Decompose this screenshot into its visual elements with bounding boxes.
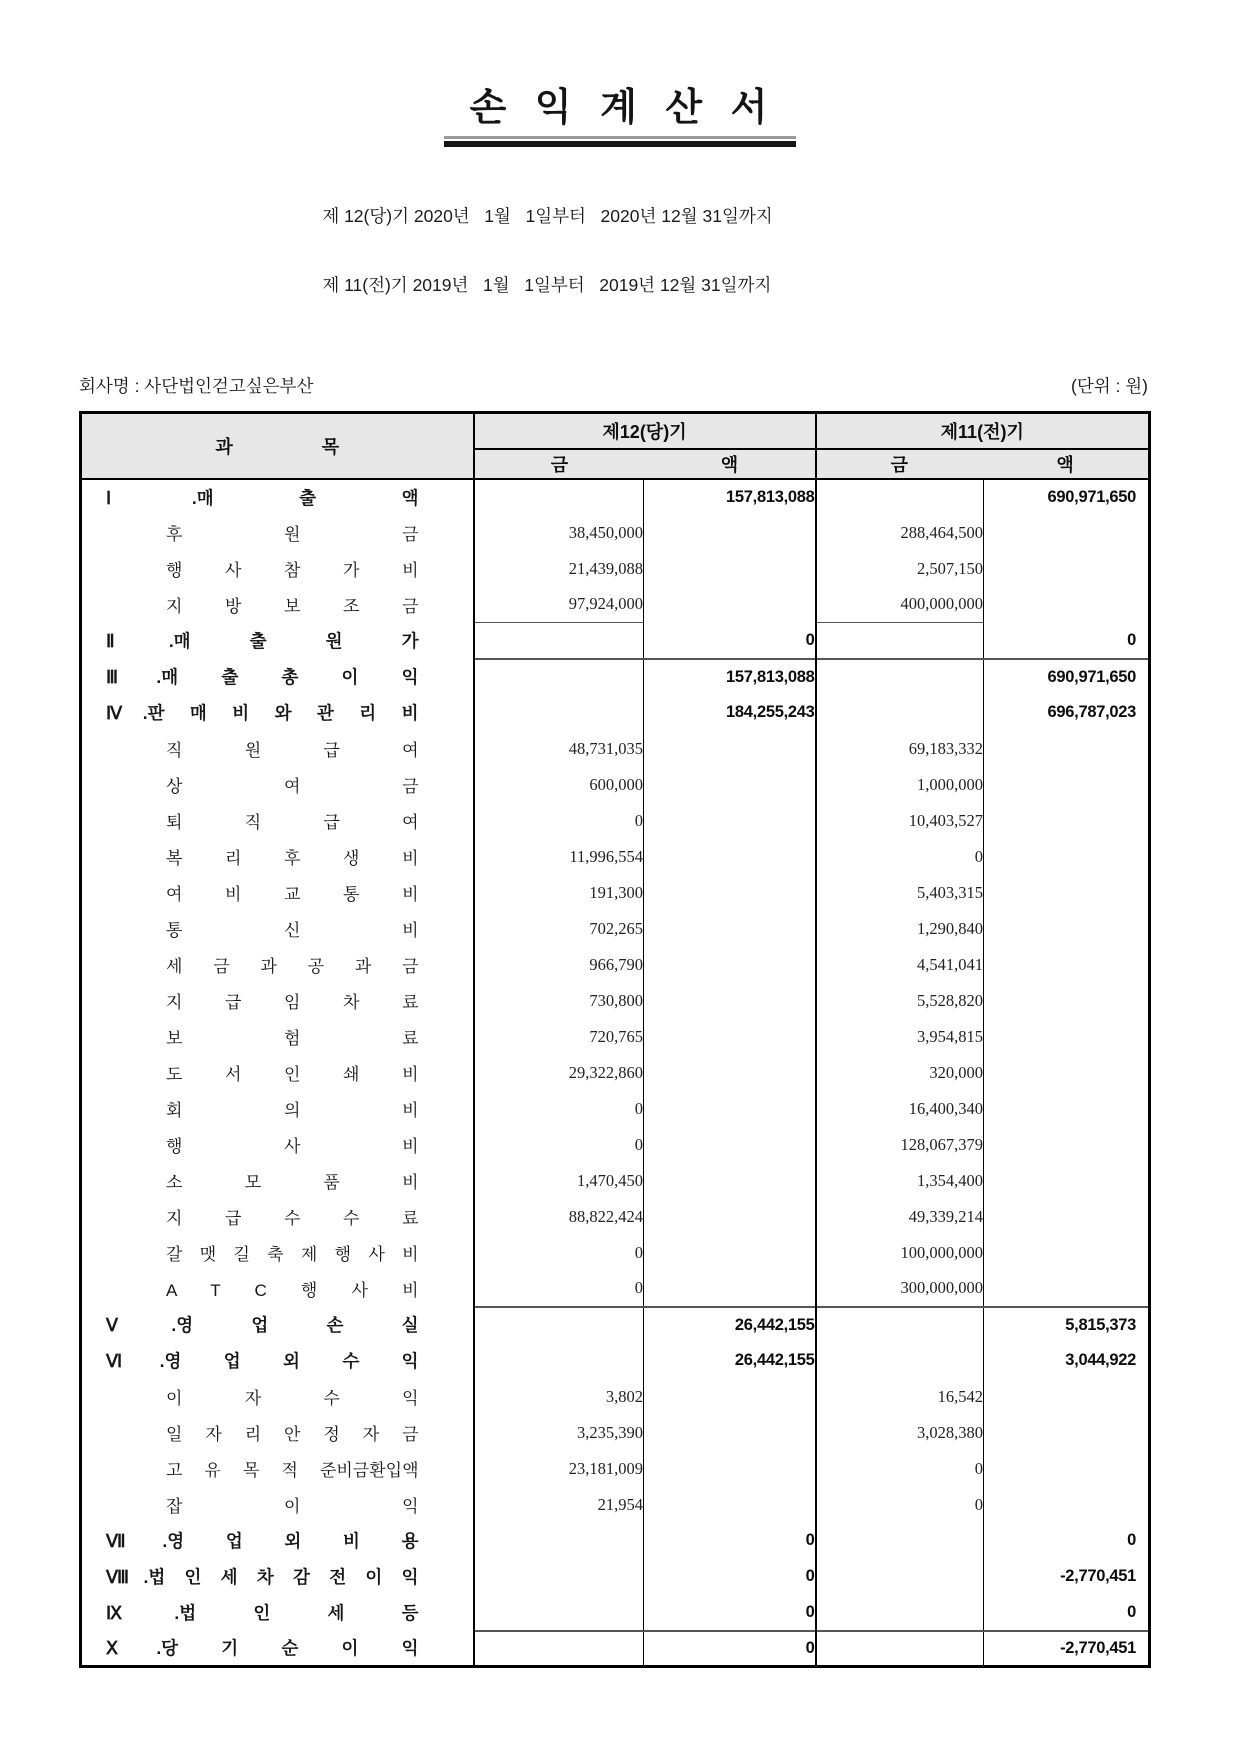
account-label-cell	[81, 1199, 474, 1235]
account-label: 잡 이 익	[166, 1497, 419, 1516]
amount-total-cell	[984, 731, 1150, 767]
table-row	[81, 947, 1150, 983]
account-label-cell	[81, 767, 474, 803]
company-name: 회사명 : 사단법인걷고싶은부산	[79, 376, 314, 396]
amount-total-cell	[644, 1199, 816, 1235]
amount-detail-cell: 38,450,000	[474, 515, 644, 551]
table-row	[81, 911, 1150, 947]
unit-label: (단위 : 원)	[1071, 376, 1148, 396]
amount-total-cell	[984, 947, 1150, 983]
amount-detail-cell: 0	[474, 803, 644, 839]
amount-total-cell	[984, 911, 1150, 947]
account-label: 보 험 료	[166, 1029, 419, 1048]
account-label-cell	[81, 1379, 474, 1415]
amount-detail-cell	[816, 1631, 984, 1667]
account-label-cell	[81, 1559, 474, 1595]
amount-detail-cell: 3,802	[474, 1379, 644, 1415]
account-label-cell	[81, 1055, 474, 1091]
amount-total-cell: 0	[984, 623, 1150, 659]
account-label-cell	[81, 1307, 474, 1343]
amount-detail-cell	[474, 1595, 644, 1631]
account-label-cell	[81, 1523, 474, 1559]
amount-total-cell	[984, 1271, 1150, 1307]
amount-detail-cell	[474, 1523, 644, 1559]
account-label: 도 서 인 쇄 비	[166, 1065, 419, 1084]
amount-total-cell: 696,787,023	[984, 695, 1150, 731]
table-row	[81, 587, 1150, 623]
account-label: 통 신 비	[166, 921, 419, 940]
table-row	[81, 1127, 1150, 1163]
table-row	[81, 1235, 1150, 1271]
table-row	[81, 1307, 1150, 1343]
amount-detail-cell	[474, 1343, 644, 1379]
amount-total-cell	[644, 875, 816, 911]
amount-detail-cell: 21,954	[474, 1487, 644, 1523]
amount-detail-cell: 4,541,041	[816, 947, 984, 983]
amount-total-cell	[644, 1127, 816, 1163]
amount-detail-cell: 288,464,500	[816, 515, 984, 551]
title-underline-thick	[444, 141, 796, 147]
amount-total-cell	[644, 587, 816, 623]
account-label-cell	[81, 1631, 474, 1667]
amount-total-cell	[644, 1091, 816, 1127]
account-label: 갈 맷 길 축 제 행 사 비	[166, 1245, 419, 1264]
amount-detail-cell: 88,822,424	[474, 1199, 644, 1235]
table-row	[81, 1163, 1150, 1199]
amount-detail-cell: 5,403,315	[816, 875, 984, 911]
account-label-cell	[81, 1487, 474, 1523]
account-column-header: 과 목	[81, 413, 474, 479]
table-row	[81, 1379, 1150, 1415]
table-header-row-periods	[81, 413, 1150, 449]
amount-total-cell	[984, 1163, 1150, 1199]
amount-detail-cell: 49,339,214	[816, 1199, 984, 1235]
amount-total-cell	[984, 1487, 1150, 1523]
amount-total-cell	[984, 839, 1150, 875]
amount-total-cell	[644, 1487, 816, 1523]
amount-detail-cell	[816, 1559, 984, 1595]
amount-header-period2: 금 액	[816, 449, 1150, 479]
amount-detail-cell: 0	[474, 1271, 644, 1307]
amount-total-cell	[644, 731, 816, 767]
amount-detail-cell: 191,300	[474, 875, 644, 911]
account-label-cell	[81, 479, 474, 515]
amount-total-cell	[984, 803, 1150, 839]
amount-detail-cell: 97,924,000	[474, 587, 644, 623]
amount-detail-cell: 16,542	[816, 1379, 984, 1415]
account-label-cell	[81, 1271, 474, 1307]
amount-detail-cell	[474, 1307, 644, 1343]
amount-total-cell	[984, 587, 1150, 623]
amount-detail-cell: 600,000	[474, 767, 644, 803]
account-label: Ⅳ.판 매 비 와 관 리 비	[106, 703, 419, 723]
account-label-cell	[81, 587, 474, 623]
account-label: Ⅹ.당 기 순 이 익	[106, 1638, 419, 1659]
amount-detail-cell: 300,000,000	[816, 1271, 984, 1307]
account-label: Ⅸ.법 인 세 등	[106, 1603, 419, 1623]
amount-total-cell	[644, 1163, 816, 1199]
amount-total-cell	[644, 1019, 816, 1055]
amount-total-cell	[644, 839, 816, 875]
amount-detail-cell	[816, 623, 984, 659]
amount-detail-cell	[816, 1595, 984, 1631]
amount-detail-cell	[474, 659, 644, 695]
account-label: 지 방 보 조 금	[166, 597, 419, 616]
amount-detail-cell: 966,790	[474, 947, 644, 983]
account-label: 지 급 수 수 료	[166, 1209, 419, 1228]
table-row	[81, 983, 1150, 1019]
table-row	[81, 1343, 1150, 1379]
account-label: 후 원 금	[166, 525, 419, 544]
account-label-cell	[81, 1235, 474, 1271]
amount-total-cell	[644, 1235, 816, 1271]
amount-total-cell: 157,813,088	[644, 659, 816, 695]
period-line-prior: 제 11(전)기 2019년 1월 1일부터 2019년 12월 31일까지	[322, 275, 772, 295]
account-label: 소 모 품 비	[166, 1173, 419, 1192]
period2-column-header: 제11(전)기	[816, 413, 1150, 449]
amount-total-cell: 5,815,373	[984, 1307, 1150, 1343]
account-label: 고 유 목 적 준비금환입액	[166, 1461, 419, 1480]
account-label-cell	[81, 551, 474, 587]
account-label-cell	[81, 731, 474, 767]
account-label: 이 자 수 익	[166, 1389, 419, 1408]
amount-detail-cell: 128,067,379	[816, 1127, 984, 1163]
amount-detail-cell: 11,996,554	[474, 839, 644, 875]
period1-column-header: 제12(당)기	[474, 413, 816, 449]
amount-detail-cell	[474, 695, 644, 731]
amount-total-cell: -2,770,451	[984, 1559, 1150, 1595]
account-label-cell	[81, 1415, 474, 1451]
account-label: Ⅶ.영 업 외 비 용	[106, 1531, 419, 1551]
account-label: Ⅵ.영 업 외 수 익	[106, 1351, 419, 1371]
amount-total-cell: 0	[984, 1523, 1150, 1559]
amount-total-cell	[644, 551, 816, 587]
amount-total-cell	[984, 1127, 1150, 1163]
account-label: 행 사 비	[166, 1137, 419, 1156]
account-label-cell	[81, 1343, 474, 1379]
report-periods	[322, 159, 772, 343]
amount-detail-cell: 702,265	[474, 911, 644, 947]
amount-detail-cell: 320,000	[816, 1055, 984, 1091]
amount-detail-cell: 5,528,820	[816, 983, 984, 1019]
account-label: A T C 행 사 비	[166, 1281, 419, 1300]
account-label-cell	[81, 911, 474, 947]
amount-detail-cell: 3,235,390	[474, 1415, 644, 1451]
account-label: 여 비 교 통 비	[166, 885, 419, 904]
amount-detail-cell: 48,731,035	[474, 731, 644, 767]
account-label-cell	[81, 1163, 474, 1199]
amount-detail-cell: 730,800	[474, 983, 644, 1019]
amount-total-cell	[984, 1235, 1150, 1271]
amount-total-cell: 157,813,088	[644, 479, 816, 515]
amount-total-cell	[644, 1271, 816, 1307]
amount-detail-cell: 3,954,815	[816, 1019, 984, 1055]
amount-total-cell: -2,770,451	[984, 1631, 1150, 1667]
amount-detail-cell: 0	[816, 1487, 984, 1523]
amount-total-cell	[644, 515, 816, 551]
table-row	[81, 875, 1150, 911]
amount-total-cell: 690,971,650	[984, 659, 1150, 695]
amount-detail-cell: 0	[816, 1451, 984, 1487]
amount-detail-cell: 0	[474, 1235, 644, 1271]
amount-total-cell: 0	[644, 1631, 816, 1667]
table-row	[81, 839, 1150, 875]
amount-total-cell	[644, 1379, 816, 1415]
amount-total-cell	[644, 1055, 816, 1091]
account-label-cell	[81, 515, 474, 551]
amount-total-cell: 3,044,922	[984, 1343, 1150, 1379]
table-row	[81, 1451, 1150, 1487]
table-row	[81, 551, 1150, 587]
account-label-cell	[81, 875, 474, 911]
account-label-cell	[81, 1127, 474, 1163]
amount-total-cell	[984, 1451, 1150, 1487]
amount-detail-cell: 21,439,088	[474, 551, 644, 587]
account-label-cell	[81, 1091, 474, 1127]
account-label: 퇴 직 급 여	[166, 813, 419, 832]
amount-total-cell	[984, 1055, 1150, 1091]
amount-total-cell	[984, 1199, 1150, 1235]
account-label-cell	[81, 623, 474, 659]
account-label-cell	[81, 947, 474, 983]
amount-total-cell	[984, 1379, 1150, 1415]
account-label: 일 자 리 안 정 자 금	[166, 1425, 419, 1444]
table-row	[81, 1559, 1150, 1595]
account-label: 세 금 과 공 과 금	[166, 957, 419, 976]
account-label-cell	[81, 659, 474, 695]
period-line-current: 제 12(당)기 2020년 1월 1일부터 2020년 12월 31일까지	[322, 206, 773, 226]
table-row	[81, 1055, 1150, 1091]
amount-total-cell: 184,255,243	[644, 695, 816, 731]
amount-detail-cell: 100,000,000	[816, 1235, 984, 1271]
table-row	[81, 1595, 1150, 1631]
table-row	[81, 767, 1150, 803]
amount-detail-cell: 1,470,450	[474, 1163, 644, 1199]
amount-total-cell: 690,971,650	[984, 479, 1150, 515]
table-row	[81, 623, 1150, 659]
amount-total-cell	[644, 983, 816, 1019]
table-row	[81, 695, 1150, 731]
table-row	[81, 479, 1150, 515]
amount-total-cell	[984, 1091, 1150, 1127]
account-label: Ⅷ.법 인 세 차 감 전 이 익	[106, 1567, 419, 1587]
meta-row	[79, 373, 1148, 398]
amount-detail-cell	[816, 1307, 984, 1343]
table-row	[81, 803, 1150, 839]
amount-detail-cell: 720,765	[474, 1019, 644, 1055]
amount-total-cell	[644, 803, 816, 839]
amount-detail-cell	[474, 1559, 644, 1595]
amount-total-cell	[644, 767, 816, 803]
account-label: 직 원 급 여	[166, 741, 419, 760]
title-block	[0, 0, 1239, 147]
amount-detail-cell: 10,403,527	[816, 803, 984, 839]
amount-detail-cell: 1,000,000	[816, 767, 984, 803]
account-label-cell	[81, 983, 474, 1019]
account-label-cell	[81, 1019, 474, 1055]
amount-total-cell	[984, 551, 1150, 587]
amount-total-cell	[644, 911, 816, 947]
account-label: Ⅲ.매 출 총 이 익	[106, 667, 419, 687]
amount-detail-cell: 16,400,340	[816, 1091, 984, 1127]
amount-detail-cell: 23,181,009	[474, 1451, 644, 1487]
amount-total-cell: 0	[644, 1523, 816, 1559]
document-title: 손 익 계 산 서	[469, 87, 770, 129]
amount-total-cell	[644, 1415, 816, 1451]
amount-detail-cell: 2,507,150	[816, 551, 984, 587]
table-row	[81, 1523, 1150, 1559]
amount-total-cell: 0	[644, 1595, 816, 1631]
amount-detail-cell: 3,028,380	[816, 1415, 984, 1451]
amount-detail-cell: 29,322,860	[474, 1055, 644, 1091]
amount-detail-cell: 0	[474, 1127, 644, 1163]
amount-total-cell	[984, 767, 1150, 803]
account-label-cell	[81, 803, 474, 839]
amount-detail-cell	[816, 659, 984, 695]
amount-total-cell	[644, 947, 816, 983]
amount-header-period1: 금 액	[474, 449, 816, 479]
amount-total-cell: 0	[984, 1595, 1150, 1631]
account-label-cell	[81, 1595, 474, 1631]
amount-detail-cell: 0	[816, 839, 984, 875]
amount-detail-cell	[816, 1343, 984, 1379]
amount-detail-cell	[816, 479, 984, 515]
amount-total-cell: 26,442,155	[644, 1343, 816, 1379]
amount-detail-cell	[816, 695, 984, 731]
amount-detail-cell	[474, 623, 644, 659]
amount-total-cell	[984, 515, 1150, 551]
amount-total-cell	[984, 983, 1150, 1019]
account-label-cell	[81, 839, 474, 875]
account-label: Ⅰ.매 출 액	[106, 487, 419, 508]
amount-total-cell: 0	[644, 1559, 816, 1595]
amount-detail-cell: 1,354,400	[816, 1163, 984, 1199]
table-row	[81, 515, 1150, 551]
table-row	[81, 1091, 1150, 1127]
account-label: 행 사 참 가 비	[166, 561, 419, 580]
amount-total-cell: 0	[644, 623, 816, 659]
amount-detail-cell: 400,000,000	[816, 587, 984, 623]
account-label: 상 여 금	[166, 777, 419, 796]
account-label: Ⅱ.매 출 원 가	[106, 631, 419, 651]
amount-detail-cell	[474, 1631, 644, 1667]
table-row	[81, 659, 1150, 695]
account-label-cell	[81, 695, 474, 731]
table-row	[81, 1415, 1150, 1451]
amount-detail-cell: 1,290,840	[816, 911, 984, 947]
table-row	[81, 731, 1150, 767]
amount-detail-cell: 0	[474, 1091, 644, 1127]
account-label: Ⅴ.영 업 손 실	[106, 1315, 419, 1335]
amount-detail-cell	[816, 1523, 984, 1559]
amount-detail-cell: 69,183,332	[816, 731, 984, 767]
amount-total-cell: 26,442,155	[644, 1307, 816, 1343]
amount-total-cell	[644, 1451, 816, 1487]
amount-total-cell	[984, 875, 1150, 911]
table-row	[81, 1631, 1150, 1667]
table-row	[81, 1487, 1150, 1523]
table-row	[81, 1019, 1150, 1055]
table-row	[81, 1271, 1150, 1307]
amount-detail-cell	[474, 479, 644, 515]
account-label-cell	[81, 1451, 474, 1487]
account-label: 회 의 비	[166, 1101, 419, 1120]
amount-total-cell	[984, 1019, 1150, 1055]
amount-total-cell	[984, 1415, 1150, 1451]
account-label: 복 리 후 생 비	[166, 849, 419, 868]
account-label: 지 급 임 차 료	[166, 993, 419, 1012]
title-underline-thin	[444, 136, 796, 139]
income-statement-table	[79, 411, 1151, 1668]
table-row	[81, 1199, 1150, 1235]
